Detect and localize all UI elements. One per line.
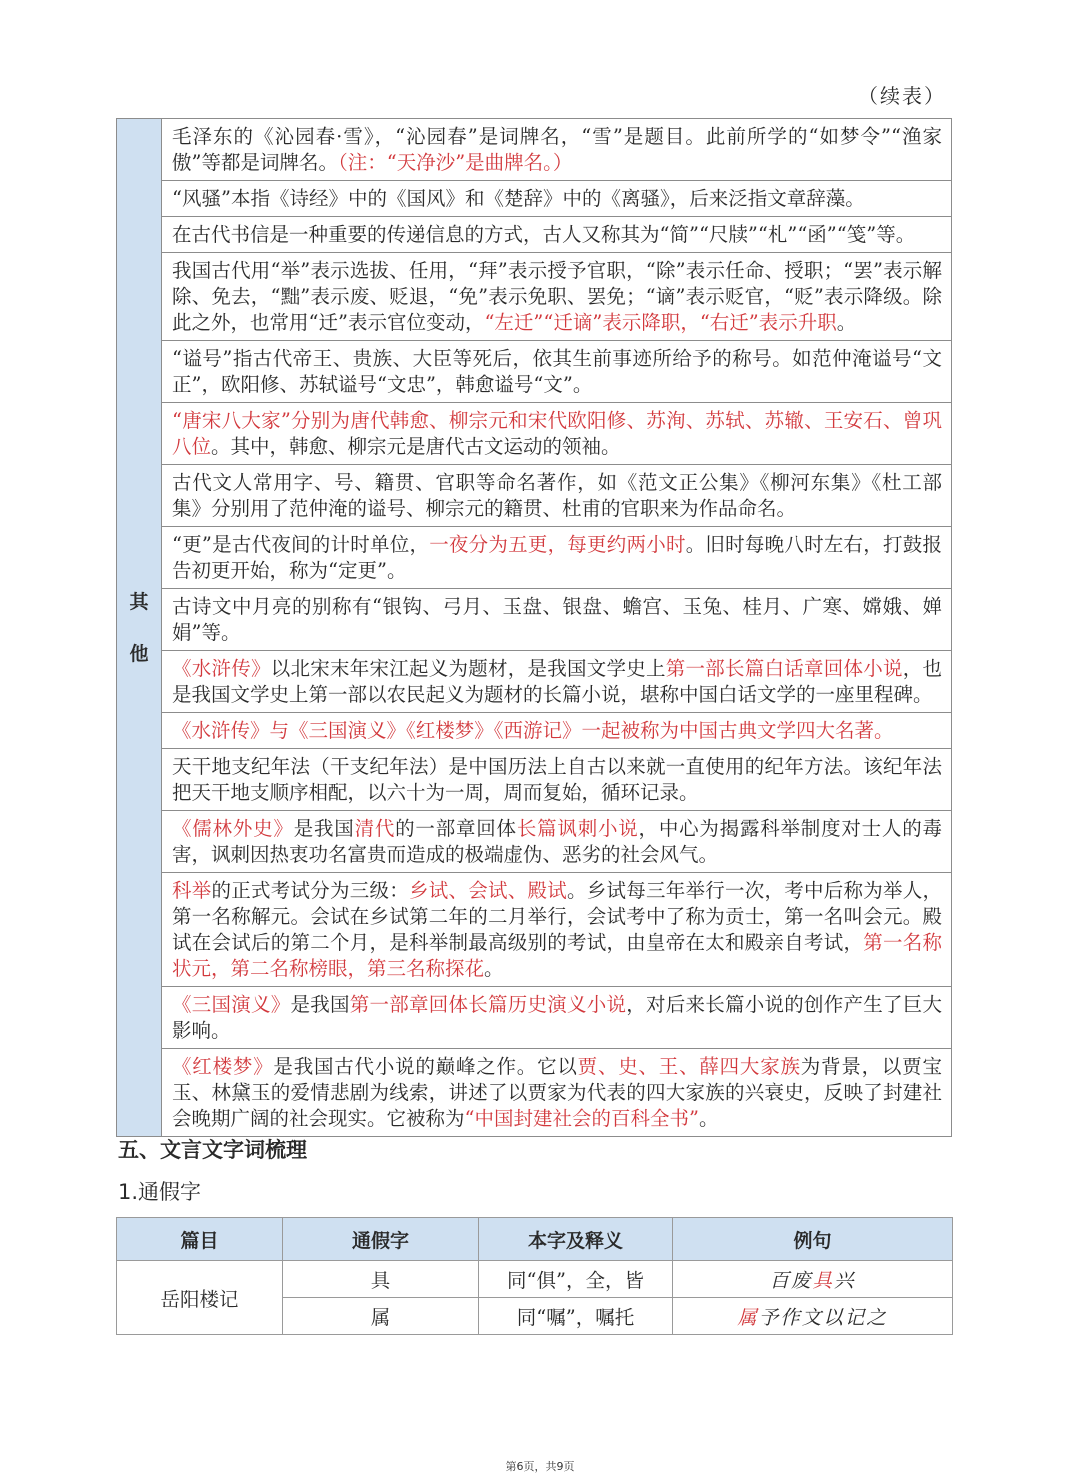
highlight-text: 清代 [354, 817, 396, 840]
tongjia-char: 具 [283, 1261, 479, 1298]
knowledge-text [162, 527, 952, 589]
body-text: ，对后来长篇小说的创作产生了巨大影响。 [172, 993, 942, 1042]
body-text: 在古代书信是一种重要的传递信息的方式，古人又称其为“简”“尺牍”“札”“函”“笺”等。 [172, 223, 916, 246]
knowledge-text [162, 589, 952, 651]
knowledge-row [117, 589, 952, 651]
knowledge-row [117, 217, 952, 253]
body-text: 的正式考试分为三级： [211, 879, 409, 902]
highlight-text: 长篇讽刺小说 [516, 817, 639, 840]
example-highlight: 属 [737, 1306, 759, 1329]
example-highlight: 具 [812, 1269, 834, 1292]
knowledge-row [117, 987, 952, 1049]
example-sentence: 属予作文以记之 [673, 1298, 953, 1335]
tongjia-header-row [117, 1218, 953, 1261]
category-char: 他 [129, 642, 149, 665]
body-text: “更”是古代夜间的计时单位， [172, 533, 430, 556]
body-text: “风骚”本指《诗经》中的《国风》和《楚辞》中的《离骚》，后来泛指文章辞藻。 [172, 187, 865, 210]
highlight-text: 第一部章回体长篇历史演义小说 [349, 993, 627, 1016]
knowledge-row [117, 713, 952, 749]
continued-label: （续表） [858, 84, 946, 108]
knowledge-row [117, 527, 952, 589]
body-text: 。 [484, 957, 504, 980]
knowledge-row [117, 465, 952, 527]
knowledge-row [117, 403, 952, 465]
original-meaning: 同“嘱”，嘱托 [479, 1298, 673, 1335]
body-text: 。 [836, 311, 857, 334]
page-footer: 第6页，共9页 [505, 1460, 575, 1473]
knowledge-row [117, 651, 952, 713]
knowledge-text [162, 713, 952, 749]
knowledge-row [117, 341, 952, 403]
subsection-title: 1.通假字 [118, 1180, 202, 1204]
knowledge-text [162, 651, 952, 713]
knowledge-text [162, 749, 952, 811]
knowledge-row [117, 811, 952, 873]
piece-title: 岳阳楼记 [117, 1261, 283, 1335]
knowledge-text [162, 181, 952, 217]
knowledge-row [117, 873, 952, 987]
knowledge-row [117, 1049, 952, 1137]
body-text: ，也是我国文学史上第一部以农民起义为题材的长篇小说，堪称中国白话文学的一座里程碑。 [172, 657, 942, 706]
knowledge-text [162, 403, 952, 465]
knowledge-row [117, 749, 952, 811]
body-text: 是我国 [290, 993, 350, 1016]
body-text: 。 [698, 1107, 719, 1130]
tongjia-char: 属 [283, 1298, 479, 1335]
header-example: 例句 [673, 1218, 953, 1261]
highlight-text: 《三国演义》 [172, 993, 291, 1016]
body-text: 。乡试每三年举行一次，考中后称为举人，第一名称解元。会试在乡试第二年的二月举行，会试考中了称为贡士，第一名叫会元。殿试在会试后的第二个月，是科举制最高级别的考试，由皇帝在太和殿亲自考试， [172, 879, 942, 954]
section-title: 五、文言文字词梳理 [118, 1138, 307, 1162]
knowledge-text [162, 253, 952, 341]
header-tongjia-char: 通假字 [283, 1218, 479, 1261]
knowledge-row [117, 181, 952, 217]
knowledge-text [162, 1049, 952, 1137]
knowledge-text [162, 341, 952, 403]
body-text: 是我国古代小说的巅峰之作。它以 [273, 1055, 578, 1078]
highlight-text: 《水浒传》 [172, 657, 271, 680]
body-text: 古代文人常用字、号、籍贯、官职等命名著作，如《范文正公集》《柳河东集》《杜工部集》分别用了范仲淹的谥号、柳宗元的籍贯、杜甫的官职来为作品命名。 [172, 471, 942, 520]
body-text: ，中心为揭露科举制度对士人的毒害，讽刺因热衷功名富贵而造成的极端虚伪、恶劣的社会风气。 [172, 817, 942, 866]
body-text: 。旧时每晚八时左右，打鼓报告初更开始，称为“定更”。 [172, 533, 942, 582]
highlight-text: 《儒林外史》 [172, 817, 294, 840]
body-text: 我国古代用“举”表示选拔、任用，“拜”表示授予官职，“除”表示任命、授职；“罢”表示解除、免去，“黜”表示废、贬退，“免”表示免职、罢免；“谪”表示贬官，“贬”表示降级。除此之外，也常用“迁”表示官位变动， [172, 259, 942, 334]
knowledge-text [162, 873, 952, 987]
original-meaning: 同“俱”，全，皆 [479, 1261, 673, 1298]
body-text: 。其中，韩愈、柳宗元是唐代古文运动的领袖。 [211, 435, 621, 458]
knowledge-row [117, 253, 952, 341]
body-text: 天干地支纪年法（干支纪年法）是中国历法上自古以来就一直使用的纪年方法。该纪年法把天干地支顺序相配，以六十为一周，周而复始，循环记录。 [172, 755, 942, 804]
highlight-text: “唐宋八大家”分别为唐代韩愈、柳宗元和宋代欧阳修、苏洵、苏轼、苏辙、王安石、曾巩八位 [172, 409, 942, 458]
tongjia-table [116, 1217, 953, 1335]
knowledge-table [116, 118, 952, 1137]
highlight-text: 第一部长篇白话章回体小说 [665, 657, 903, 680]
highlight-text: 第一名称状元，第二名称榜眼，第三名称探花 [172, 931, 942, 980]
tongjia-row [117, 1261, 953, 1298]
highlight-text: 《水浒传》与《三国演义》《红楼梦》《西游记》一起被称为中国古典文学四大名著。 [172, 719, 894, 742]
header-piece: 篇目 [117, 1218, 283, 1261]
knowledge-text [162, 811, 952, 873]
body-text: 以北宋末年宋江起义为题材，是我国文学史上 [270, 657, 666, 680]
body-text: 是我国 [293, 817, 355, 840]
knowledge-text [162, 119, 952, 181]
highlight-text: 科举 [172, 879, 212, 902]
highlight-text: 一夜分为五更，每更约两小时 [429, 533, 686, 556]
body-text: “谥号”指古代帝王、贵族、大臣等死后，依其生前事迹所给予的称号。如范仲淹谥号“文正”，欧阳修、苏轼谥号“文忠”，韩愈谥号“文”。 [172, 347, 942, 396]
knowledge-text [162, 217, 952, 253]
highlight-text: “中国封建社会的百科全书” [464, 1107, 699, 1130]
knowledge-row [117, 119, 952, 181]
body-text: 古诗文中月亮的别称有“银钩、弓月、玉盘、银盘、蟾宫、玉兔、桂月、广寒、嫦娥、婵娟”等。 [172, 595, 942, 644]
body-text: 毛泽东的《沁园春·雪》，“沁园春”是词牌名，“雪”是题目。此前所学的“如梦令”“渔家傲”等都是词牌名。 [172, 125, 942, 174]
knowledge-text [162, 987, 952, 1049]
highlight-text: （注：“天净沙”是曲牌名。） [337, 151, 573, 174]
category-char: 其 [129, 590, 149, 613]
knowledge-text [162, 465, 952, 527]
highlight-text: “左迁”“迁谪”表示降职，“右迁”表示升职 [484, 311, 837, 334]
category-label [117, 119, 162, 1137]
header-original-meaning: 本字及释义 [479, 1218, 673, 1261]
body-text: 为背景，以贾宝玉、林黛玉的爱情悲剧为线索，讲述了以贾家为代表的四大家族的兴衰史，反映了封建社会晚期广阔的社会现实。它被称为 [172, 1055, 942, 1130]
highlight-text: 《红楼梦》 [172, 1055, 274, 1078]
highlight-text: 贾、史、王、薛四大家族 [577, 1055, 801, 1078]
highlight-text: 乡试、会试、殿试 [408, 879, 567, 902]
body-text: 的一部章回体 [395, 817, 517, 840]
example-sentence: 百废具兴 [673, 1261, 953, 1298]
